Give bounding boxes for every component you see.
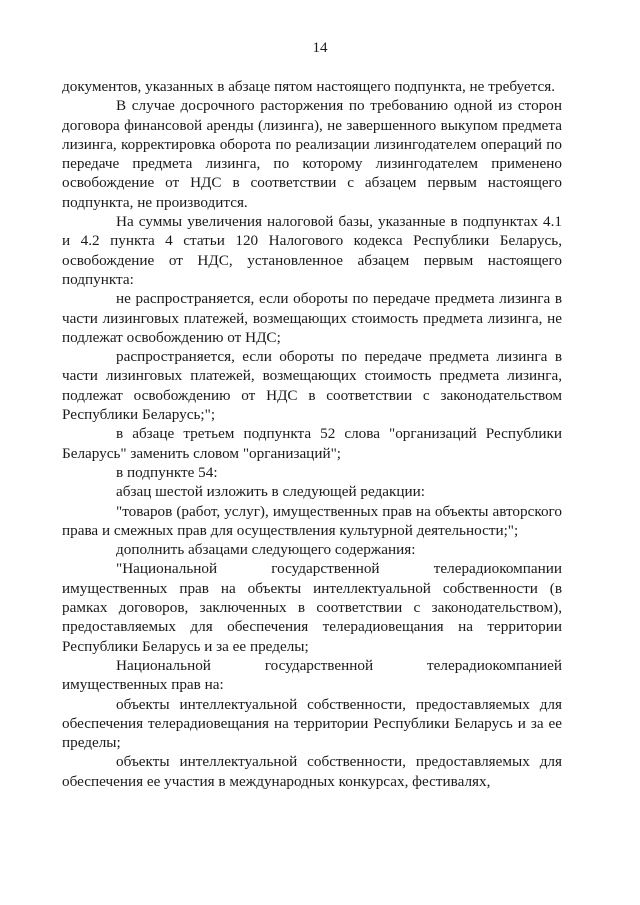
paragraph-goods-works-services: "товаров (работ, услуг), имущественных прав на объекты авторского права и смежных прав для осуществления культурной деятельности;"; [62, 502, 562, 539]
paragraph-sixth-abzac: абзац шестой изложить в следующей редакции: [116, 483, 425, 501]
paragraph-tax-base-increase: На суммы увеличения налоговой базы, указанные в подпунктах 4.1 и 4.2 пункта 4 статьи 120 Налогового кодекса Республики Беларусь, освобождение от НДС, установленное абзацем первым настоящего подпункта: [62, 213, 562, 288]
paragraph-add-abzacs: дополнить абзацами следующего содержания: [116, 541, 416, 559]
paragraph-early-termination: В случае досрочного расторжения по требованию одной из сторон договора финансовой аренды (лизинга), не завершенного выкупом предмета лизинга, корректировка оборота по реализации лизингодателем операций по передаче предмета лизинга, по которому лизингодателем применено освобождение от НДС в соответствии с абзацем первым настоящего подпункта, не производится. [62, 97, 562, 211]
paragraph-ip-contests: объекты интеллектуальной собственности, предоставляемых для обеспечения ее участия в международных конкурсах, фестивалях, [62, 753, 562, 790]
page-number: 14 [312, 40, 328, 56]
paragraph-subclause-54: в подпункте 54: [116, 463, 218, 481]
document-body [62, 77, 562, 791]
paragraph-documents-not-required: документов, указанных в абзаце пятом настоящего подпункта, не требуется. [62, 78, 555, 95]
paragraph-national-tv-company: "Национальной государственной телерадиокомпании имущественных прав на объекты интеллектуальной собственности (в рамках договоров, заключенных в соответствии с законодательством), предоставляемых для обеспечения телерадиовещания на территории Республики Беларусь и за ее пределы; [62, 560, 562, 655]
paragraph-does-not-apply: не распространяется, если обороты по передаче предмета лизинга в части лизинговых платежей, возмещающих стоимость предмета лизинга, не подлежат освобождению от НДС; [62, 290, 562, 346]
paragraph-applies: распространяется, если обороты по передаче предмета лизинга в части лизинговых платежей, возмещающих стоимость предмета лизинга, подлежат освобождению от НДС в соответствии с законодательством Республики Беларусь;"; [62, 348, 562, 424]
paragraph-ip-broadcasting: объекты интеллектуальной собственности, предоставляемых для обеспечения телерадиовещания на территории Республики Беларусь и за ее пределы; [62, 695, 562, 752]
paragraph-subclause-52: в абзаце третьем подпункта 52 слова "организаций Республики Беларусь" заменить словом "организаций"; [62, 425, 562, 462]
paragraph-national-tv-company-rights: Национальной государственной телерадиокомпанией имущественных прав на: [62, 656, 562, 694]
